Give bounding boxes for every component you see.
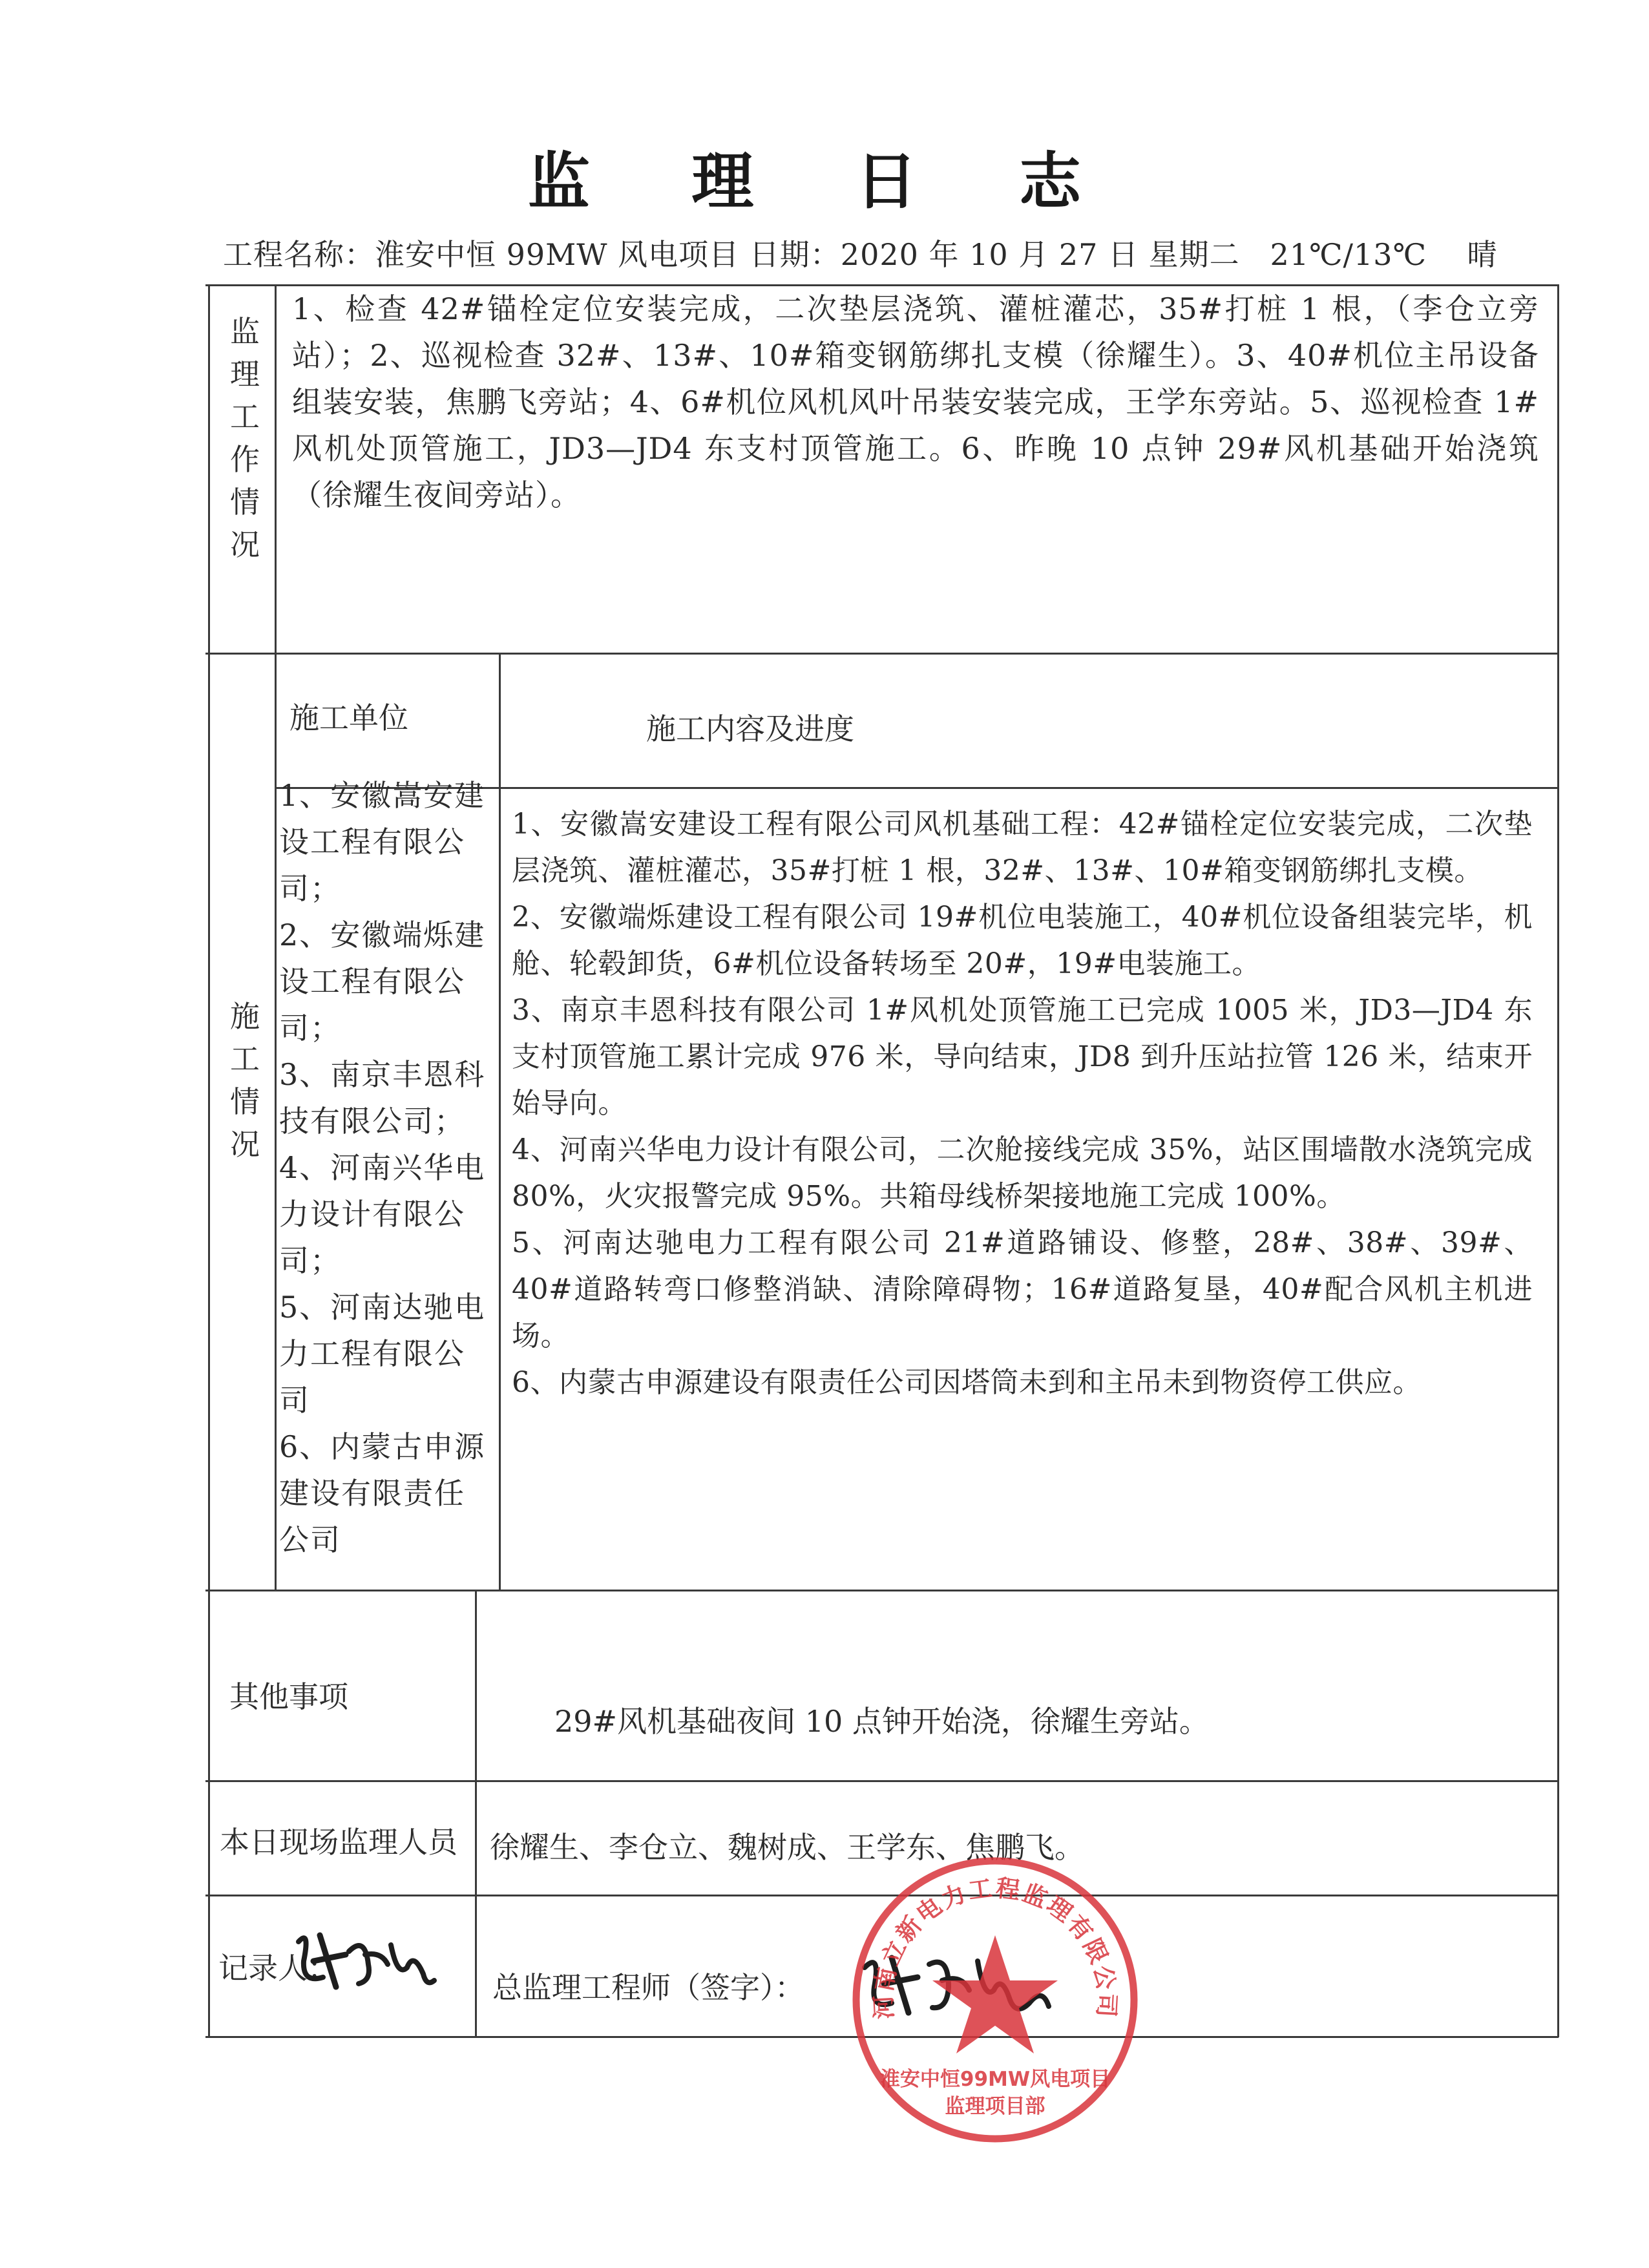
staff-names: 徐耀生、李仓立、魏树成、王学东、焦鹏飞。 bbox=[490, 1830, 1084, 1865]
seal-star-icon bbox=[932, 1935, 1058, 2053]
progress-item: 3、南京丰恩科技有限公司 1#风机处顶管施工已完成 1005 米，JD3—JD4 东支村顶管施工累计完成 976 米，导向结束，JD8 到升压站拉管 126 米，结束开始导向。 bbox=[512, 994, 1533, 1120]
unit-column-header: 施工单位 bbox=[289, 700, 408, 735]
header-line bbox=[223, 231, 1498, 274]
unit-item: 3、南京丰恩科技有限公司； bbox=[279, 1057, 486, 1139]
page-title: 监 理 日 志 bbox=[527, 145, 1122, 218]
construction-label: 施工情况 bbox=[230, 999, 260, 1162]
progress-item: 5、河南达驰电力工程有限公司 21#道路铺设、修整，28#、38#、39#、40#道路转弯口修整消缺、清除障碍物；16#道路复垦，40#配合风机主机进场。 bbox=[512, 1226, 1533, 1352]
temperature: 21℃/13℃ bbox=[1270, 237, 1427, 272]
chief-engineer-label: 总监理工程师（签字）： bbox=[492, 1970, 804, 2005]
date-value: 2020 年 10 月 27 日 bbox=[840, 237, 1139, 272]
progress-item: 2、安徽端烁建设工程有限公司 19#机位电装施工，40#机位设备组装完毕，机舱、轮毂卸货，6#机位设备转场至 20#，19#电装施工。 bbox=[512, 901, 1533, 980]
weekday: 星期二 bbox=[1148, 237, 1240, 272]
weather: 晴 bbox=[1467, 237, 1498, 272]
label-column-divider bbox=[275, 284, 277, 1590]
row-divider-staff bbox=[205, 1780, 1559, 1782]
seal-ring-text: 河南立新电力工程监理有限公司 bbox=[869, 1874, 1121, 2021]
progress-item: 1、安徽嵩安建设工程有限公司风机基础工程：42#锚栓定位安装完成，二次垫层浇筑、灌桩灌芯，35#打桩 1 根，32#、13#、10#箱变钢筋绑扎支模。 bbox=[512, 808, 1533, 887]
unit-item: 2、安徽端烁建设工程有限公司； bbox=[279, 918, 486, 1045]
progress-column-header: 施工内容及进度 bbox=[646, 711, 854, 746]
progress-item: 6、内蒙古申源建设有限责任公司因塔筒未到和主吊未到物资停工供应。 bbox=[512, 1366, 1422, 1399]
unit-item: 5、河南达驰电力工程有限公司 bbox=[279, 1290, 486, 1418]
recorder-label: 记录人： bbox=[218, 1951, 337, 1986]
table-right-border bbox=[1557, 284, 1559, 2037]
unit-item: 1、安徽嵩安建设工程有限公司； bbox=[279, 778, 486, 906]
supervision-label: 监理工作情况 bbox=[230, 314, 260, 562]
project-name: 淮安中恒 99MW 风电项目 bbox=[375, 237, 740, 272]
table-left-border bbox=[208, 284, 210, 2037]
other-content: 29#风机基础夜间 10 点钟开始浇，徐耀生旁站。 bbox=[554, 1704, 1209, 1739]
unit-item: 6、内蒙古申源建设有限责任公司 bbox=[279, 1429, 486, 1557]
bottom-label-divider bbox=[475, 1590, 477, 2037]
unit-item: 4、河南兴华电力设计有限公司； bbox=[279, 1150, 486, 1278]
seal-department-text: 监理项目部 bbox=[945, 2095, 1045, 2118]
row-divider-construction bbox=[205, 653, 1559, 655]
project-label: 工程名称： bbox=[223, 237, 375, 272]
other-label: 其他事项 bbox=[229, 1679, 348, 1714]
unit-list bbox=[279, 772, 487, 1563]
date-label: 日期： bbox=[749, 237, 841, 272]
official-seal bbox=[843, 1848, 1147, 2152]
progress-item: 4、河南兴华电力设计有限公司，二次舱接线完成 35%，站区围墙散水浇筑完成 80%，火灾报警完成 95%。共箱母线桥架接地施工完成 100%。 bbox=[512, 1133, 1533, 1213]
staff-label: 本日现场监理人员 bbox=[220, 1825, 457, 1860]
row-divider-other bbox=[205, 1590, 1559, 1591]
supervision-content: 1、检查 42#锚栓定位安装完成，二次垫层浇筑、灌桩灌芯，35#打桩 1 根，（李仓立旁站）；2、巡视检查 32#、13#、10#箱变钢筋绑扎支模（徐耀生）。3、40#机位主吊设备组装安装，焦鹏飞旁站；4、6#机位风机风叶吊装安装完成，王学东旁站。5、巡视检查 1#风机处顶管施工，JD3—JD4 东支村顶管施工。6、昨晚 10 点钟 29#风机基础开始浇筑（徐耀生夜间旁站）。 bbox=[292, 291, 1539, 512]
unit-column-divider bbox=[499, 653, 501, 1590]
recorder-signature bbox=[284, 1916, 439, 2006]
progress-list bbox=[512, 801, 1533, 1406]
seal-project-text: 淮安中恒99MW风电项目 bbox=[879, 2068, 1111, 2091]
